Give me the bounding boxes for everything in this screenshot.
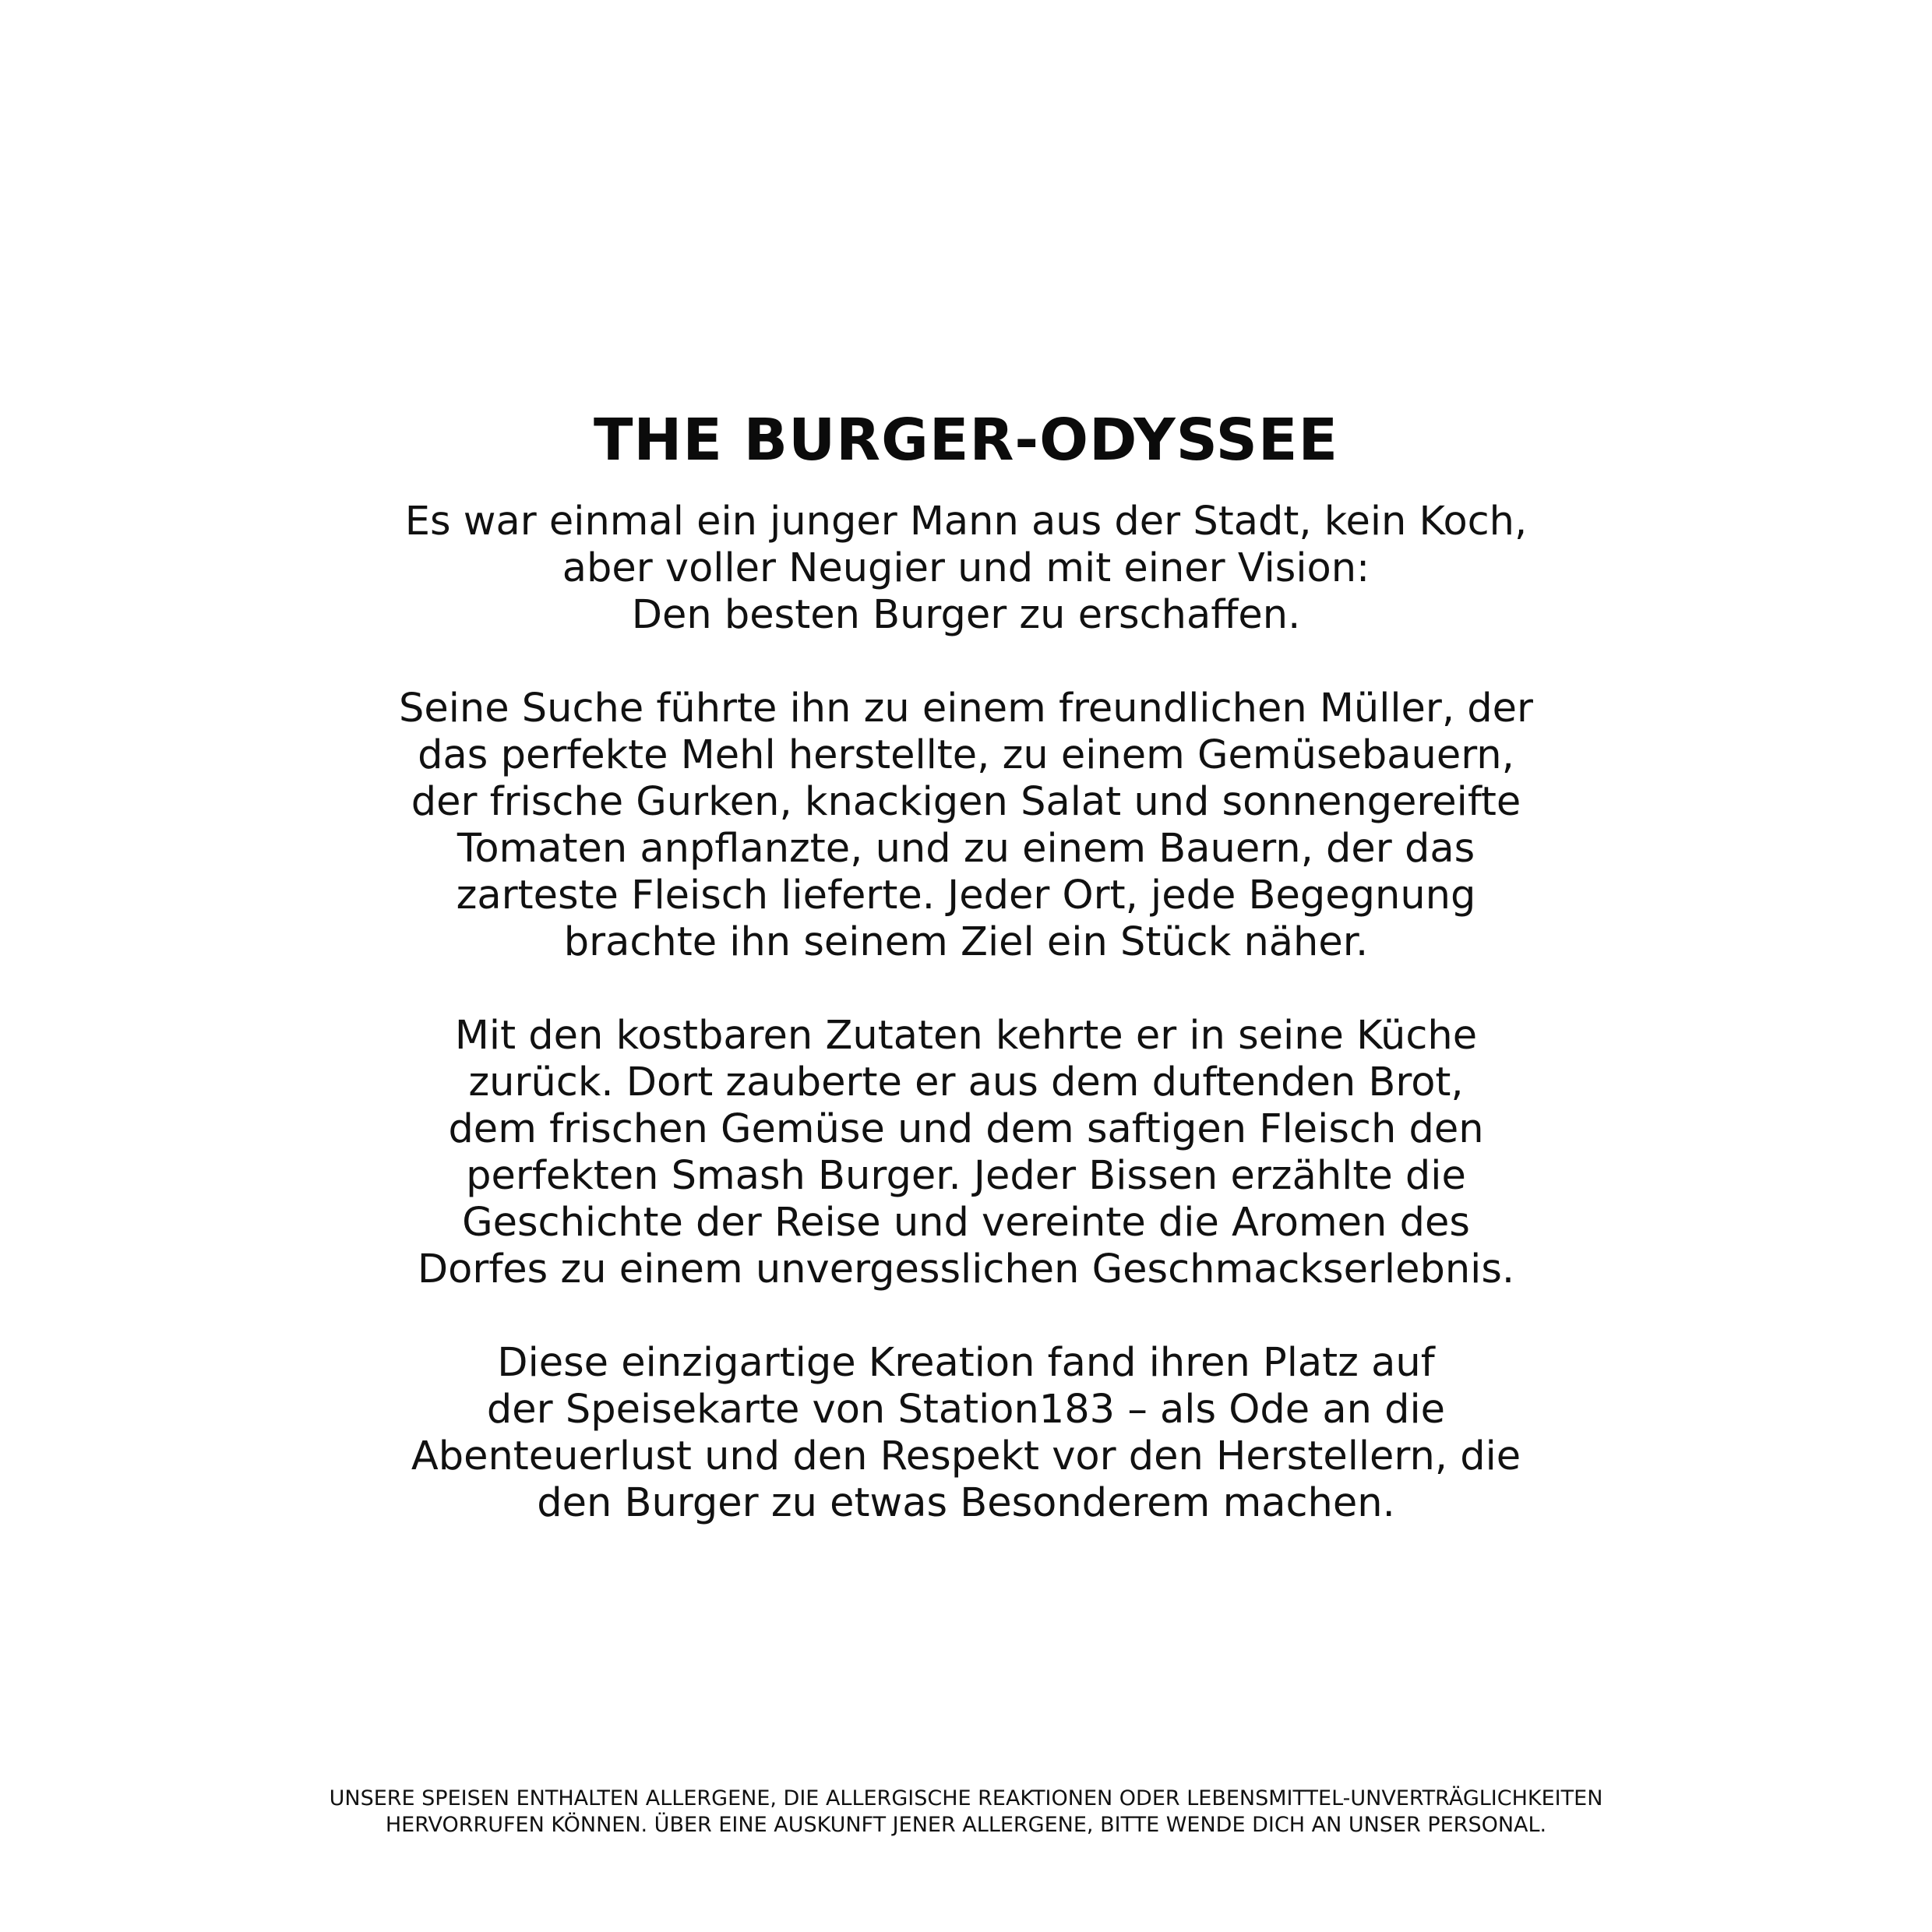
story-line: aber voller Neugier und mit einer Vision: [562,545,1370,591]
story-line: brachte ihn seinem Ziel ein Stück näher. [563,919,1369,965]
story-line: der frische Gurken, knackigen Salat und sonnengereifte [411,779,1521,825]
story-line: zurück. Dort zauberte er aus dem duftenden Brot, [468,1059,1464,1105]
story-line: das perfekte Mehl herstellte, zu einem Gemüsebauern, [418,732,1514,778]
allergen-notice [0,1786,1932,1839]
story-line: zarteste Fleisch lieferte. Jeder Ort, jede Begegnung [456,873,1476,918]
story-line: Diese einzigartige Kreation fand ihren Platz auf [497,1340,1435,1386]
story-line: Es war einmal ein junger Mann aus der Stadt, kein Koch, [404,499,1528,545]
story-line: den Burger zu etwas Besonderem machen. [537,1480,1395,1526]
story-line: Seine Suche führte ihn zu einem freundlichen Müller, der [398,686,1534,732]
allergen-notice-line: UNSERE SPEISEN ENTHALTEN ALLERGENE, DIE ALLERGISCHE REAKTIONEN ODER LEBENSMITTEL-UNVERTRÄGLICHKEITEN [329,1786,1603,1810]
story-line: Abenteuerlust und den Respekt vor den Herstellern, die [411,1433,1521,1479]
story-line: Tomaten anpflanzte, und zu einem Bauern, der das [457,826,1475,872]
story-paragraph-3 [343,1013,1589,1293]
allergen-notice-line: HERVORRUFEN KÖNNEN. ÜBER EINE AUSKUNFT JENER ALLERGENE, BITTE WENDE DICH AN UNSER PERSONAL. [385,1813,1547,1837]
story-line: Dorfes zu einem unvergesslichen Geschmackserlebnis. [417,1246,1515,1292]
story-line: perfekten Smash Burger. Jeder Bissen erzählte die [466,1153,1466,1199]
story-line: der Speisekarte von Station183 – als Ode an die [486,1387,1446,1433]
story-paragraph-2 [343,686,1589,966]
story-line: Mit den kostbaren Zutaten kehrte er in seine Küche [454,1013,1478,1059]
story-line: dem frischen Gemüse und dem saftigen Fleisch den [448,1106,1484,1152]
story-paragraph-4 [343,1340,1589,1527]
story-line: Geschichte der Reise und vereinte die Aromen des [462,1200,1470,1246]
page-title: THE BURGER-ODYSSEE [593,407,1339,474]
story-paragraph-1 [343,499,1589,639]
story-text [343,499,1589,1574]
story-line: Den besten Burger zu erschaffen. [631,592,1301,638]
